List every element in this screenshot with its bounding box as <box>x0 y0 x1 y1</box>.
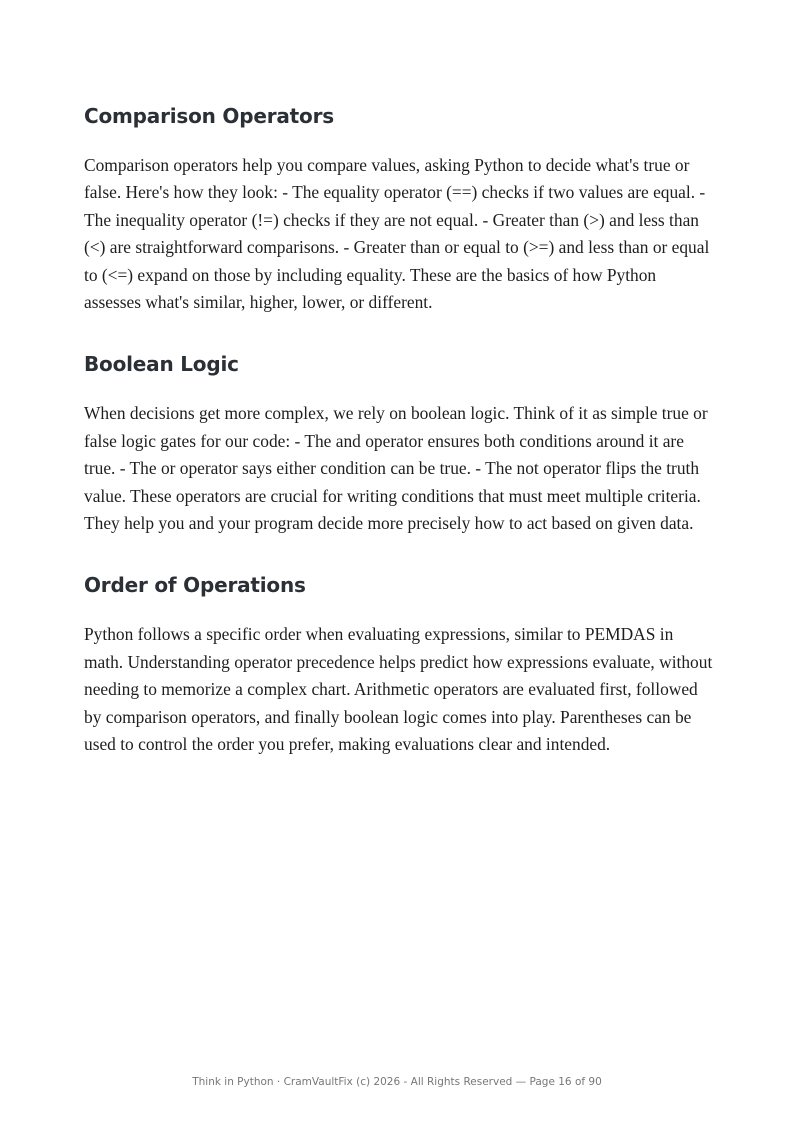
section-heading-boolean-logic: Boolean Logic <box>84 352 239 377</box>
section-heading-order-of-operations: Order of Operations <box>84 573 306 598</box>
page-footer: Think in Python · CramVaultFix (c) 2026 - All Rights Reserved — Page 16 of 90 <box>192 1076 602 1088</box>
section-body-boolean-logic: When decisions get more complex, we rely on boolean logic. Think of it as simple true or false logic gates for our code: - The and operator ensures both conditions around it are true. - The or operator says either condition can be true. - The not operator flips the truth value. These operators are crucial for writing conditions that must meet multiple criteria. They help you and your program decide more precisely how to act based on given data. <box>84 403 708 534</box>
page-content <box>84 100 714 791</box>
section-body-comparison-operators: Comparison operators help you compare values, asking Python to decide what's true or false. Here's how they look: - The equality operator (==) checks if two values are equal. - The inequality operator (!=) checks if they are not equal. - Greater than (>) and less than (<) are straightforward comparisons. - Greater than or equal to (>=) and less than or equal to (<=) expand on those by including equality. These are the basics of how Python assesses what's similar, higher, lower, or different. <box>84 155 710 313</box>
section-body-order-of-operations: Python follows a specific order when evaluating expressions, similar to PEMDAS in math. Understanding operator precedence helps predict how expressions evaluate, without needing to memorize a complex chart. Arithmetic operators are evaluated first, followed by comparison operators, and finally boolean logic comes into play. Parentheses can be used to control the order you prefer, making evaluations clear and intended. <box>84 624 713 755</box>
section-heading-comparison-operators: Comparison Operators <box>84 104 334 128</box>
